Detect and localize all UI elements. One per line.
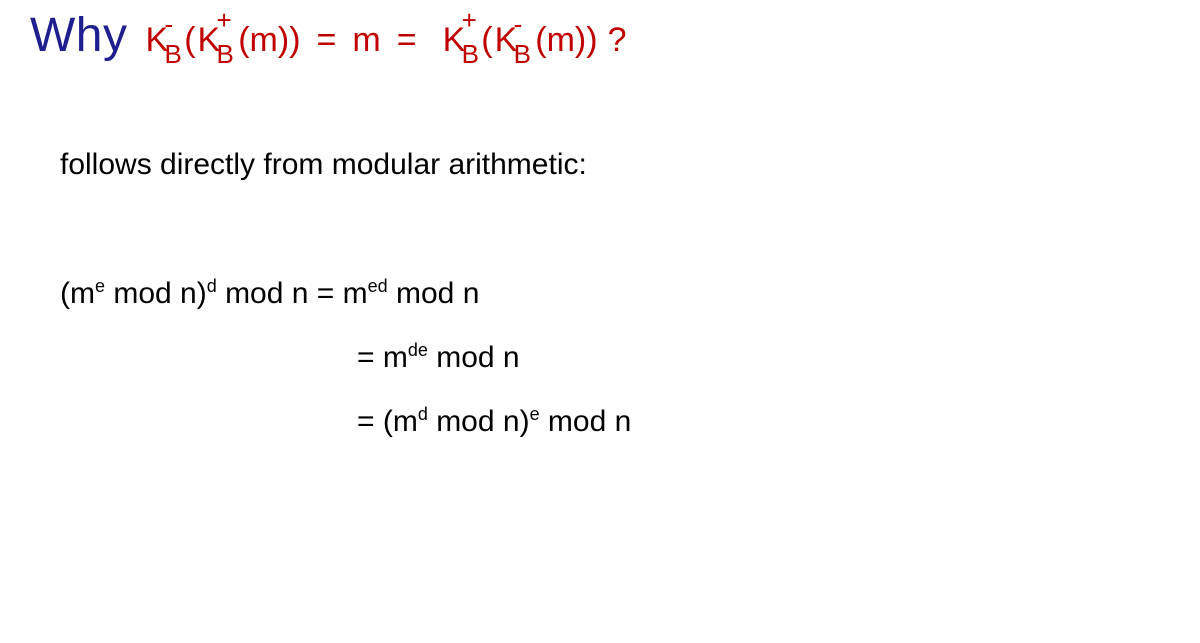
eq2-exponent-de: de	[407, 340, 428, 360]
left-close-paren: )	[289, 21, 301, 59]
right-close-paren: )	[586, 21, 598, 59]
question-mark: ?	[607, 21, 627, 59]
left-outer-key-base: K	[145, 21, 169, 59]
left-outer-key-subscript: B	[164, 39, 182, 69]
left-open-paren: (	[184, 21, 196, 59]
right-inner-key-base: K	[494, 21, 518, 59]
equals-sign-1: =	[316, 21, 337, 59]
eq3-exponent-e: e	[529, 404, 540, 424]
eq2-mod: mod n	[427, 341, 520, 374]
eq1-open: (m	[60, 277, 95, 310]
eq1-mod-3: mod n	[387, 277, 480, 310]
equation-line-1	[60, 277, 479, 311]
left-inner-key-superscript: +	[216, 5, 232, 35]
right-outer-key-subscript: B	[461, 39, 479, 69]
eq1-exponent-e: e	[94, 276, 105, 296]
left-inner-key-base: K	[197, 21, 221, 59]
subtitle-text: follows directly from modular arithmetic:	[60, 148, 587, 181]
title-formula	[145, 5, 627, 69]
equation-line-2	[357, 341, 520, 375]
title-why-word: Why	[30, 9, 128, 62]
eq3-mod-1: mod n)	[427, 405, 530, 438]
eq3-mod-2: mod n	[539, 405, 632, 438]
slide-title-row	[30, 5, 627, 69]
right-inner-key-subscript: B	[513, 39, 531, 69]
plaintext-m: m	[352, 21, 381, 59]
eq1-exponent-ed: ed	[367, 276, 388, 296]
left-message-arg: m	[249, 21, 278, 59]
eq1-exponent-d: d	[206, 276, 217, 296]
eq3-equals: = (m	[357, 405, 418, 438]
right-outer-key-superscript: +	[461, 5, 477, 35]
eq1-mod-1: mod n)	[105, 277, 207, 310]
right-inner-key	[494, 9, 531, 69]
right-inner-key-superscript: -	[513, 9, 523, 39]
left-inner-key-subscript: B	[216, 39, 234, 69]
equals-sign-2: =	[396, 21, 417, 59]
right-inner-open-paren: (	[535, 21, 547, 59]
right-outer-key-base: K	[442, 21, 466, 59]
right-outer-key	[442, 5, 479, 69]
eq1-mod-2: mod n = m	[216, 277, 368, 310]
left-outer-key	[145, 9, 182, 69]
left-inner-close-paren: )	[277, 21, 290, 59]
right-inner-close-paren: )	[574, 21, 587, 59]
right-open-paren: (	[481, 21, 493, 59]
right-message-arg: m	[546, 21, 575, 59]
equation-line-3	[357, 405, 631, 439]
eq3-exponent-d: d	[417, 404, 428, 424]
left-outer-key-superscript: -	[164, 9, 174, 39]
left-inner-open-paren: (	[238, 21, 250, 59]
eq2-equals: = m	[357, 341, 408, 374]
left-inner-key	[197, 5, 234, 69]
